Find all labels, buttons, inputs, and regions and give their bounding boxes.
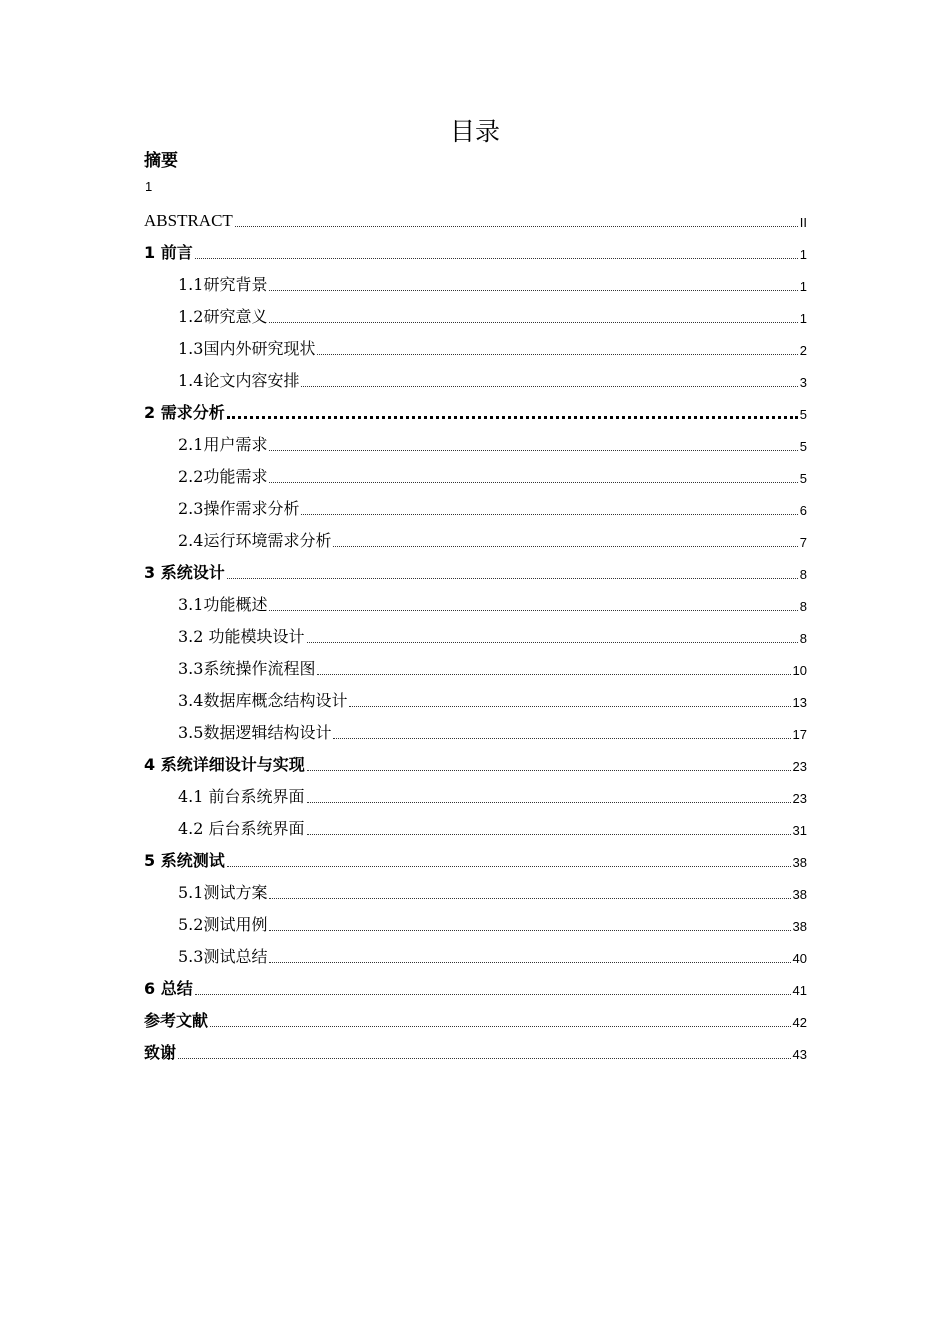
toc-dot-leader: [210, 1026, 791, 1027]
toc-dot-leader: [317, 674, 790, 675]
toc-entry[interactable]: [144, 396, 807, 428]
toc-entry-page-number: 1: [799, 247, 807, 262]
toc-dot-leader: [235, 226, 798, 227]
toc-dot-leader: [333, 546, 797, 547]
toc-dot-leader: [269, 610, 797, 611]
toc-entry-page-number: 1: [799, 311, 807, 326]
toc-entry-label: 3.3系统操作流程图: [178, 659, 316, 678]
toc-entry-label: 1.2研究意义: [178, 307, 268, 326]
toc-entry-page-number: 17: [792, 727, 807, 742]
toc-entry-page-number: 8: [799, 631, 807, 646]
toc-entry[interactable]: [144, 876, 807, 908]
toc-entry[interactable]: [144, 1036, 807, 1068]
toc-dot-leader: [269, 898, 790, 899]
toc-entry-label: 1.3国内外研究现状: [178, 339, 316, 358]
toc-entry-page-number: 3: [799, 375, 807, 390]
toc-dot-leader: [269, 450, 797, 451]
toc-entry-label: 4 系统详细设计与实现: [144, 755, 305, 774]
toc-entry[interactable]: [144, 908, 807, 940]
toc-entry-page-number: 38: [792, 855, 807, 870]
toc-entry-page-number: 38: [792, 887, 807, 902]
toc-dot-leader: [227, 866, 791, 867]
toc-entry[interactable]: [144, 460, 807, 492]
toc-entry-label: ABSTRACT: [144, 211, 233, 230]
toc-entry-label: 2.1用户需求: [178, 435, 268, 454]
toc-entry-label: 3.2 功能模块设计: [178, 627, 305, 646]
toc-entry-label: 4.2 后台系统界面: [178, 819, 305, 838]
toc-entry[interactable]: [144, 300, 807, 332]
toc-dot-leader: [269, 962, 790, 963]
toc-entry-page-number: 1: [799, 279, 807, 294]
toc-entry[interactable]: [144, 1004, 807, 1036]
toc-entry[interactable]: [144, 332, 807, 364]
toc-entry-page-number: 23: [792, 791, 807, 806]
toc-dot-leader: [317, 354, 797, 355]
toc-dot-leader: [307, 642, 798, 643]
toc-abstract-cn-page-number: 1: [145, 179, 153, 194]
toc-entry[interactable]: [144, 588, 807, 620]
toc-abstract-cn-label[interactable]: 摘要: [144, 151, 178, 171]
toc-entry[interactable]: [144, 716, 807, 748]
toc-entry-page-number: 5: [799, 471, 807, 486]
toc-entry[interactable]: [144, 620, 807, 652]
toc-dot-leader: [269, 482, 797, 483]
toc-entry-page-number: 5: [799, 407, 807, 422]
table-of-contents: [144, 204, 807, 1068]
toc-entry-label: 3 系统设计: [144, 563, 225, 582]
toc-dot-leader: [307, 802, 791, 803]
toc-entry-label: 5 系统测试: [144, 851, 225, 870]
toc-entry[interactable]: [144, 940, 807, 972]
toc-entry[interactable]: [144, 812, 807, 844]
toc-dot-leader: [349, 706, 790, 707]
toc-dot-leader: [269, 322, 797, 323]
toc-entry[interactable]: [144, 268, 807, 300]
toc-dot-leader: [269, 930, 790, 931]
toc-entry-page-number: 31: [792, 823, 807, 838]
toc-entry-page-number: 43: [792, 1047, 807, 1062]
toc-entry-page-number: 8: [799, 567, 807, 582]
toc-entry-label: 5.2测试用例: [178, 915, 268, 934]
toc-entry-page-number: 5: [799, 439, 807, 454]
toc-dot-leader: [333, 738, 790, 739]
toc-entry-label: 3.5数据逻辑结构设计: [178, 723, 332, 742]
toc-entry-label: 6 总结: [144, 979, 193, 998]
toc-dot-leader: [178, 1058, 791, 1059]
toc-entry[interactable]: [144, 684, 807, 716]
toc-entry-label: 3.4数据库概念结构设计: [178, 691, 348, 710]
toc-dot-leader: [301, 386, 797, 387]
toc-entry-page-number: 42: [792, 1015, 807, 1030]
toc-dot-leader: [307, 770, 791, 771]
page-title: 目录: [449, 117, 500, 146]
toc-entry-label: 2.2功能需求: [178, 467, 268, 486]
toc-entry[interactable]: [144, 364, 807, 396]
toc-entry-page-number: 40: [792, 951, 807, 966]
toc-entry-label: 3.1功能概述: [178, 595, 268, 614]
toc-entry-page-number: 41: [792, 983, 807, 998]
toc-entry-label: 1 前言: [144, 243, 193, 262]
toc-entry-label: 2.3操作需求分析: [178, 499, 300, 518]
toc-entry-page-number: 2: [799, 343, 807, 358]
toc-entry[interactable]: [144, 524, 807, 556]
toc-entry[interactable]: [144, 428, 807, 460]
toc-entry-page-number: 8: [799, 599, 807, 614]
toc-entry[interactable]: [144, 972, 807, 1004]
toc-entry-label: 1.4论文内容安排: [178, 371, 300, 390]
toc-entry-label: 参考文献: [144, 1011, 209, 1030]
toc-entry-label: 2.4运行环境需求分析: [178, 531, 332, 550]
toc-dot-leader: [195, 258, 798, 259]
toc-entry-page-number: 7: [799, 535, 807, 550]
toc-entry[interactable]: [144, 556, 807, 588]
toc-entry-page-number: 13: [792, 695, 807, 710]
toc-entry-page-number: 38: [792, 919, 807, 934]
toc-entry[interactable]: [144, 204, 807, 236]
toc-entry-label: 5.1测试方案: [178, 883, 268, 902]
toc-entry[interactable]: [144, 844, 807, 876]
toc-dot-leader: [307, 834, 791, 835]
toc-dot-leader: [195, 994, 791, 995]
toc-entry[interactable]: [144, 236, 807, 268]
toc-entry-label: 致谢: [144, 1043, 177, 1062]
toc-dot-leader: [301, 514, 797, 515]
toc-entry-label: 4.1 前台系统界面: [178, 787, 305, 806]
toc-entry-page-number: 6: [799, 503, 807, 518]
toc-entry-label: 1.1研究背景: [178, 275, 268, 294]
toc-entry[interactable]: [144, 652, 807, 684]
toc-entry-label: 5.3测试总结: [178, 947, 268, 966]
toc-entry[interactable]: [144, 492, 807, 524]
toc-entry[interactable]: [144, 748, 807, 780]
toc-dot-leader: [227, 416, 798, 419]
toc-entry[interactable]: [144, 780, 807, 812]
toc-entry-page-number: 23: [792, 759, 807, 774]
toc-dot-leader: [269, 290, 797, 291]
toc-entry-label: 2 需求分析: [144, 403, 225, 422]
toc-dot-leader: [227, 578, 798, 579]
toc-entry-page-number: 10: [792, 663, 807, 678]
toc-entry-page-number: II: [799, 215, 807, 230]
